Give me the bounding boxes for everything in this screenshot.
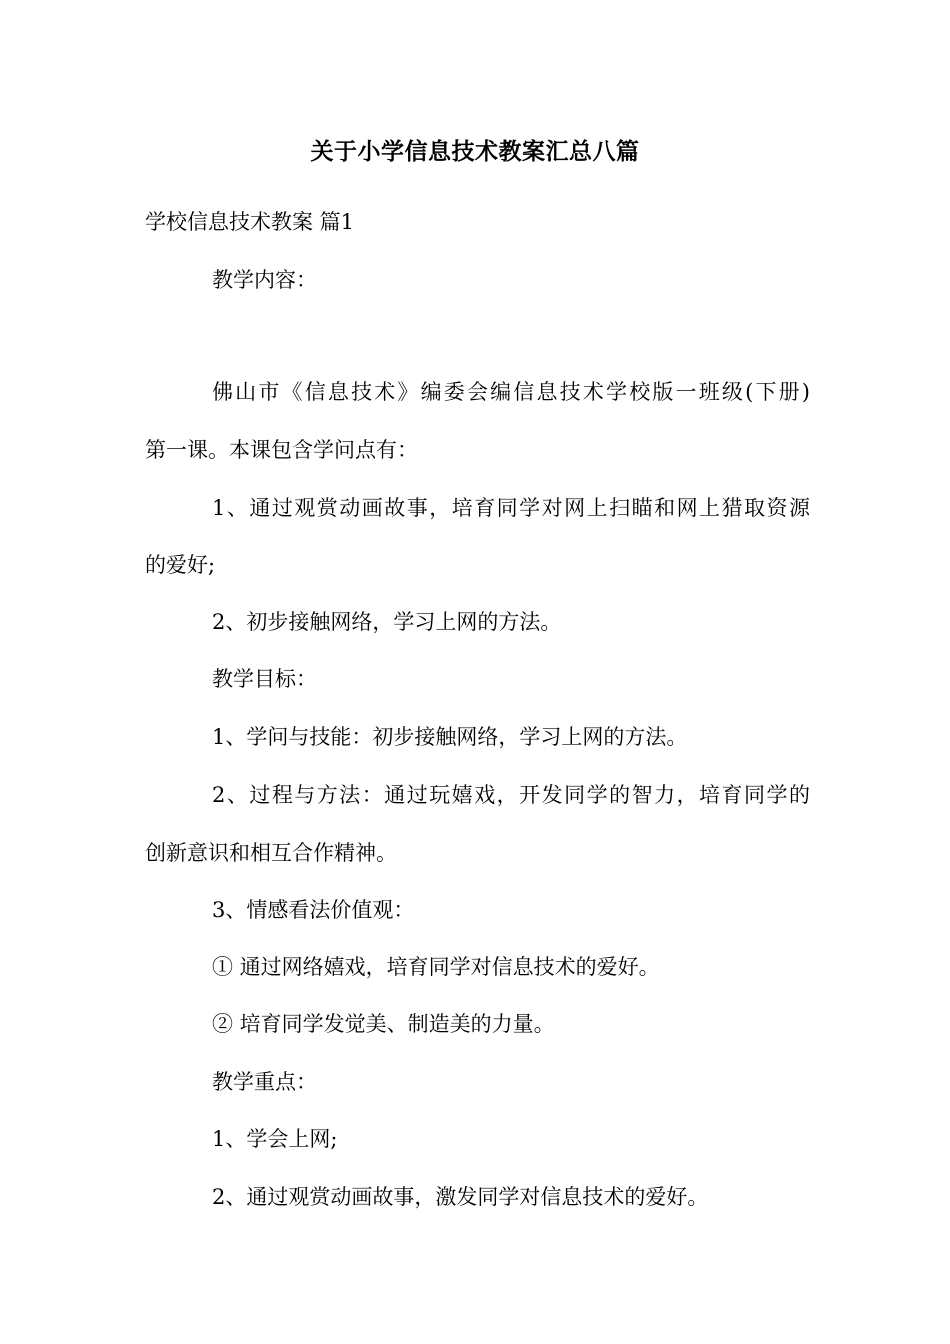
section-heading: 学校信息技术教案 篇1 [145, 210, 355, 234]
paragraph-line: 3、情感看法价值观： [212, 898, 415, 922]
paragraph-line: 1、通过观赏动画故事，培育同学对网上扫瞄和网上猎取资源 [212, 496, 810, 520]
paragraph-line: 1、学问与技能：初步接触网络，学习上网的方法。 [212, 725, 688, 749]
paragraph-line: 2、过程与方法：通过玩嬉戏，开发同学的智力，培育同学的 [212, 783, 810, 807]
document-title: 关于小学信息技术教案汇总八篇 [310, 138, 640, 165]
paragraph-line: 佛山市《信息技术》编委会编信息技术学校版一班级(下册) [212, 380, 810, 404]
paragraph-line: 教学重点： [212, 1070, 317, 1094]
paragraph-line: 教学目标： [212, 667, 317, 691]
paragraph-line: 1、学会上网; [212, 1127, 338, 1151]
paragraph-line: 2、通过观赏动画故事，激发同学对信息技术的爱好。 [212, 1185, 709, 1209]
paragraph-line: 2、初步接触网络，学习上网的方法。 [212, 610, 562, 634]
paragraph-line: 创新意识和相互合作精神。 [145, 841, 397, 865]
paragraph-line: 的爱好; [145, 553, 216, 577]
paragraph-line: 教学内容： [212, 268, 317, 292]
paragraph-line: 第一课。本课包含学问点有： [145, 438, 418, 462]
paragraph-line: ② 培育同学发觉美、制造美的力量。 [212, 1012, 555, 1036]
paragraph-line: ① 通过网络嬉戏，培育同学对信息技术的爱好。 [212, 955, 660, 979]
